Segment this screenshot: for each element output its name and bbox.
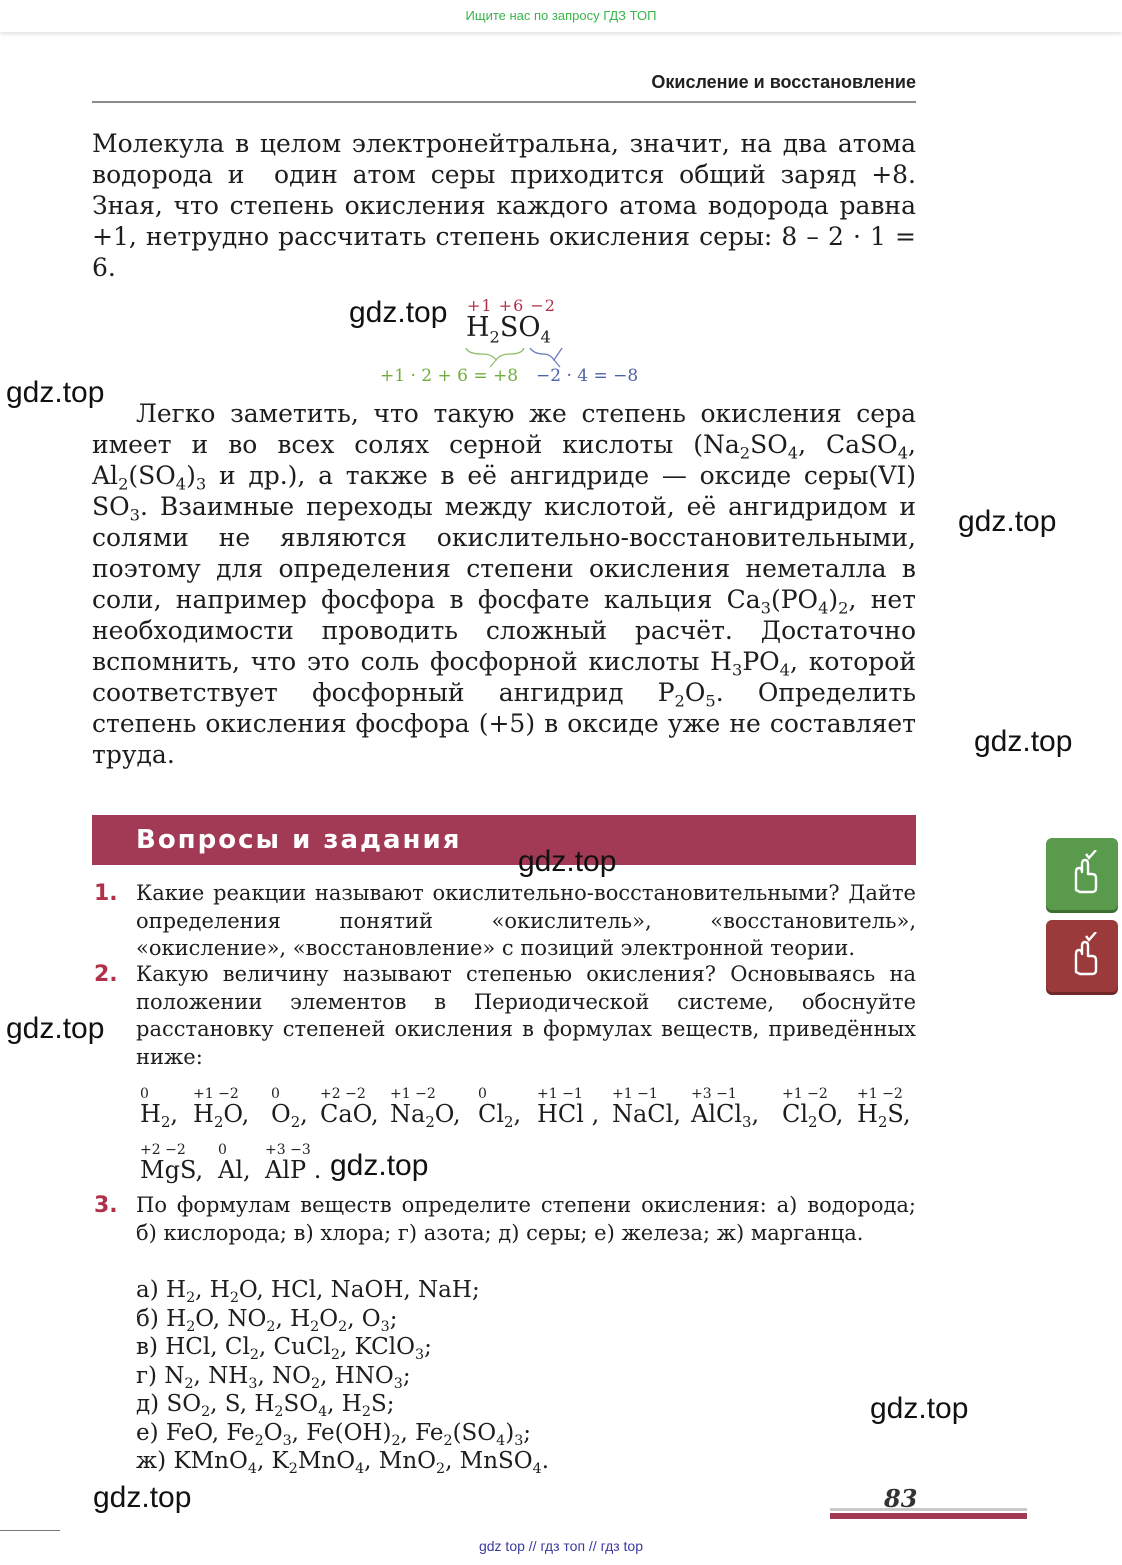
chemical-formula: $Cl_2$, [478,1100,522,1132]
green-action-button[interactable] [1046,838,1118,910]
oxidation-state-label: +1 −2 [857,1086,903,1102]
watermark: gdz.top [974,725,1073,758]
chemical-formula: AlP . [265,1156,322,1184]
watermark: gdz.top [958,505,1057,538]
formula-oxidation-states: +1 +6 −2 [467,296,556,315]
page-footer-rule [830,1513,1027,1519]
question-number-1: 1. [94,881,118,906]
formula-list-line: г) $N_2$, $NH_3$, $NO_2$, $HNO_3$; [136,1362,411,1392]
chemical-formula: CaO, [320,1100,379,1128]
question-3-formula-list [136,1276,549,1476]
chemical-formula: $Cl_2O$, [782,1100,844,1132]
oxidation-state-label: +3 −3 [265,1142,311,1158]
chemical-formula: AlCl$_3$, [691,1100,760,1132]
question-1: Какие реакции называют окислительно-восстановительными? Дайте определения понятий «окислитель», «восстановитель», «окисление», «восстановление» с позиций электронной теории. [136,881,916,960]
formula-list-line: е) FeO, $Fe_2O_3$, $Fe(OH)_2$, $Fe_2(SO_4)_3$; [136,1419,532,1449]
section-header [92,815,916,865]
oxidation-state-label: +1 −1 [612,1086,658,1102]
formula-list-line: а) $H_2$, $H_2O$, HCl, NaOH, NaH; [136,1277,480,1306]
formula-calc-oxygen: −2 · 4 = −8 [536,366,639,386]
watermark: gdz.top [330,1149,429,1182]
chemical-formula: $H_2S$, [857,1100,911,1132]
hand-tap-check-icon [1062,932,1102,978]
oxidation-state-label: +2 −2 [320,1086,366,1102]
left-margin-rule [0,1530,60,1531]
top-banner-text: Ищите нас по запросу ГДЗ ТОП [465,8,657,23]
formula-braces [462,344,572,368]
hand-tap-check-icon [1062,850,1102,896]
header-divider [92,101,916,103]
question-number-2: 2. [94,962,118,987]
watermark: gdz.top [6,376,105,409]
question-number-3: 3. [94,1193,118,1218]
page-footer-rule-grey [830,1508,1027,1511]
oxidation-state-label: +1 −2 [390,1086,436,1102]
oxidation-state-label: 0 [478,1086,487,1102]
chemical-formula: HCl , [537,1100,600,1128]
chemical-formula: Al, [218,1156,251,1184]
oxidation-state-label: +1 −1 [537,1086,583,1102]
watermark: gdz.top [93,1481,192,1514]
question-2: Какую величину называют степенью окисления? Основываясь на положении элементов в Периодической системе, обоснуйте расстановку степеней окисления в формулах веществ, приведённых ниже: [136,962,916,1069]
oxidation-state-label: 0 [218,1142,227,1158]
paragraph-2: Легко заметить, что такую же степень окисления сера имеет и во всех солях серной кислоты ($Na_2SO_4$, CaSO$_4$, $Al_2(SO_4)_3$ и др.), а также в её ангидриде — оксиде серы(VI) $SO_3$. Взаимные переходы между кислотой, её ангидридом и солями не являются окислительно-восстановительными, поэтому для определения степени окисления неметалла в соли, например фосфора в фосфате кальция $Ca_3(PO_4)_2$, нет необходимости проводить сложный расчёт. Достаточно вспомнить, что это соль фосфорной кислоты $H_3PO_4$, которой соответствует фосфорный ангидрид $P_2O_5$. Определить степень окисления фосфора (+5) в оксиде уже не составляет труда. [92,399,917,769]
formula-list-line: ж) KMnO$_4$, $K_2MnO_4$, MnO$_2$, MnSO$_4$. [136,1448,550,1477]
question-3: По формулам веществ определите степени окисления: а) водорода; б) кислорода; в) хлора; г) азота; д) серы; е) железа; ж) марганца. [136,1193,916,1245]
oxidation-state-label: +3 −1 [691,1086,737,1102]
formula-calc-hydrogen-sulfur: +1 · 2 + 6 = +8 [380,366,519,386]
formula-list-line: б) $H_2O$, $NO_2$, $H_2O_2$, $O_3$; [136,1305,398,1335]
footer-links: gdz top // гдз топ // гдз top [478,1538,644,1554]
chemical-formula: $H_2$, [140,1100,179,1132]
chemical-formula: $Na_2O$, [390,1100,461,1132]
running-head: Окисление и восстановление [651,72,916,92]
chemical-formula: $H_2O$, [193,1100,250,1132]
formula-list-line: д) $SO_2$, S, $H_2SO_4$, $H_2S$; [136,1391,395,1420]
watermark: gdz.top [870,1392,969,1425]
oxidation-state-label: 0 [271,1086,280,1102]
oxidation-state-label: 0 [140,1086,149,1102]
formula-h2so4: $H_2SO_4$ [466,312,551,347]
oxidation-state-label: +1 −2 [782,1086,828,1102]
chemical-formula: $O_2$, [271,1100,308,1132]
oxidation-state-label: +1 −2 [193,1086,239,1102]
paragraph-1: Молекула в целом электронейтральна, значит, на два атома водорода и один атом серы приходится общий заряд +8. Зная, что степень окисления каждого атома водорода равна +1, нетрудно рассчитать степень окисления серы: 8 – 2 · 1 = 6. [92,129,916,282]
chemical-formula: NaCl, [612,1100,681,1128]
watermark: gdz.top [349,296,448,329]
red-action-button[interactable] [1046,920,1118,992]
watermark: gdz.top [518,845,617,878]
chemical-formula: MgS, [140,1156,204,1184]
page-number: 83 [884,1484,918,1513]
formula-list-line: в) HCl, $Cl_2$, CuCl$_2$, KClO$_3$; [136,1334,432,1363]
watermark: gdz.top [6,1012,105,1045]
oxidation-state-label: +2 −2 [140,1142,186,1158]
top-banner [0,0,1122,32]
section-title: Вопросы и задания [136,825,462,855]
